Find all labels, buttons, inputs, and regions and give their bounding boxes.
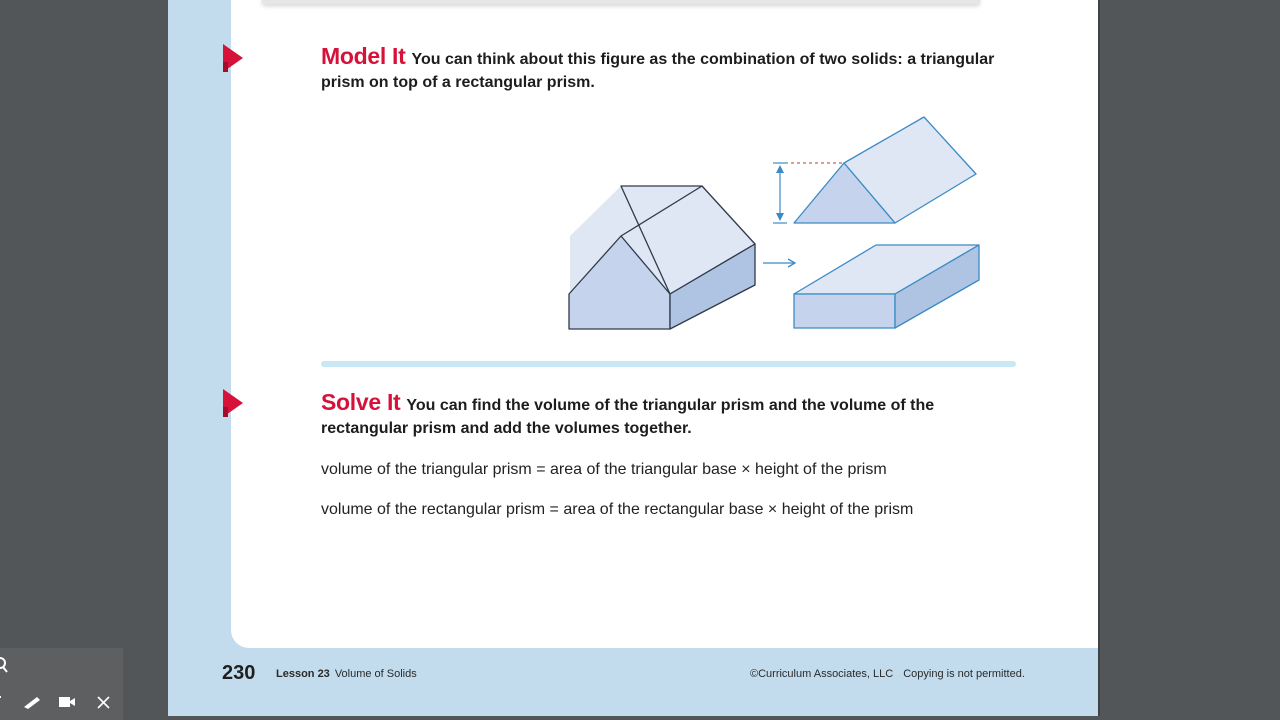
section-divider xyxy=(321,361,1016,367)
copyright-text: ©Curriculum Associates, LLC xyxy=(750,668,894,680)
solve-it-text: You can find the volume of the triangular prism and the volume of the rectangular prism and add the volumes together. xyxy=(321,397,935,437)
model-it-text: You can think about this figure as the combination of two solids: a triangular prism on top of a rectangular prism. xyxy=(321,51,995,91)
lesson-title: Volume of Solids xyxy=(334,668,417,680)
model-it-flag-tail xyxy=(223,62,228,72)
lesson-footer xyxy=(276,668,417,680)
lesson-label: Lesson 23 xyxy=(276,668,330,680)
close-icon[interactable] xyxy=(97,696,110,709)
equation-rectangular: volume of the rectangular prism = area of the rectangular base × height of the prism xyxy=(321,501,914,518)
composite-solid xyxy=(569,186,755,329)
rectangular-prism xyxy=(794,245,979,328)
page-content-card xyxy=(231,0,1098,648)
model-it-tag: Model It xyxy=(321,43,406,69)
pointer-icon[interactable] xyxy=(0,656,10,674)
prism-figure xyxy=(231,0,1098,360)
page-number: 230 xyxy=(222,662,256,684)
page-edge xyxy=(1098,0,1100,716)
right-arrow-icon xyxy=(763,259,795,267)
solve-it-tag: Solve It xyxy=(321,389,401,415)
pen-icon[interactable] xyxy=(23,694,41,710)
copyright-footer xyxy=(750,668,1025,680)
equation-triangular: volume of the triangular prism = area of the triangular base × height of the prism xyxy=(321,461,887,478)
triangular-prism xyxy=(794,117,976,223)
solve-it-flag-tail xyxy=(223,407,228,417)
solve-it-heading xyxy=(321,391,1001,440)
dot-icon[interactable] xyxy=(0,694,4,700)
copy-notice: Copying is not permitted. xyxy=(903,668,1025,680)
camera-icon[interactable] xyxy=(59,696,77,708)
textbook-page xyxy=(168,0,1098,716)
recording-toolbar xyxy=(0,648,123,720)
